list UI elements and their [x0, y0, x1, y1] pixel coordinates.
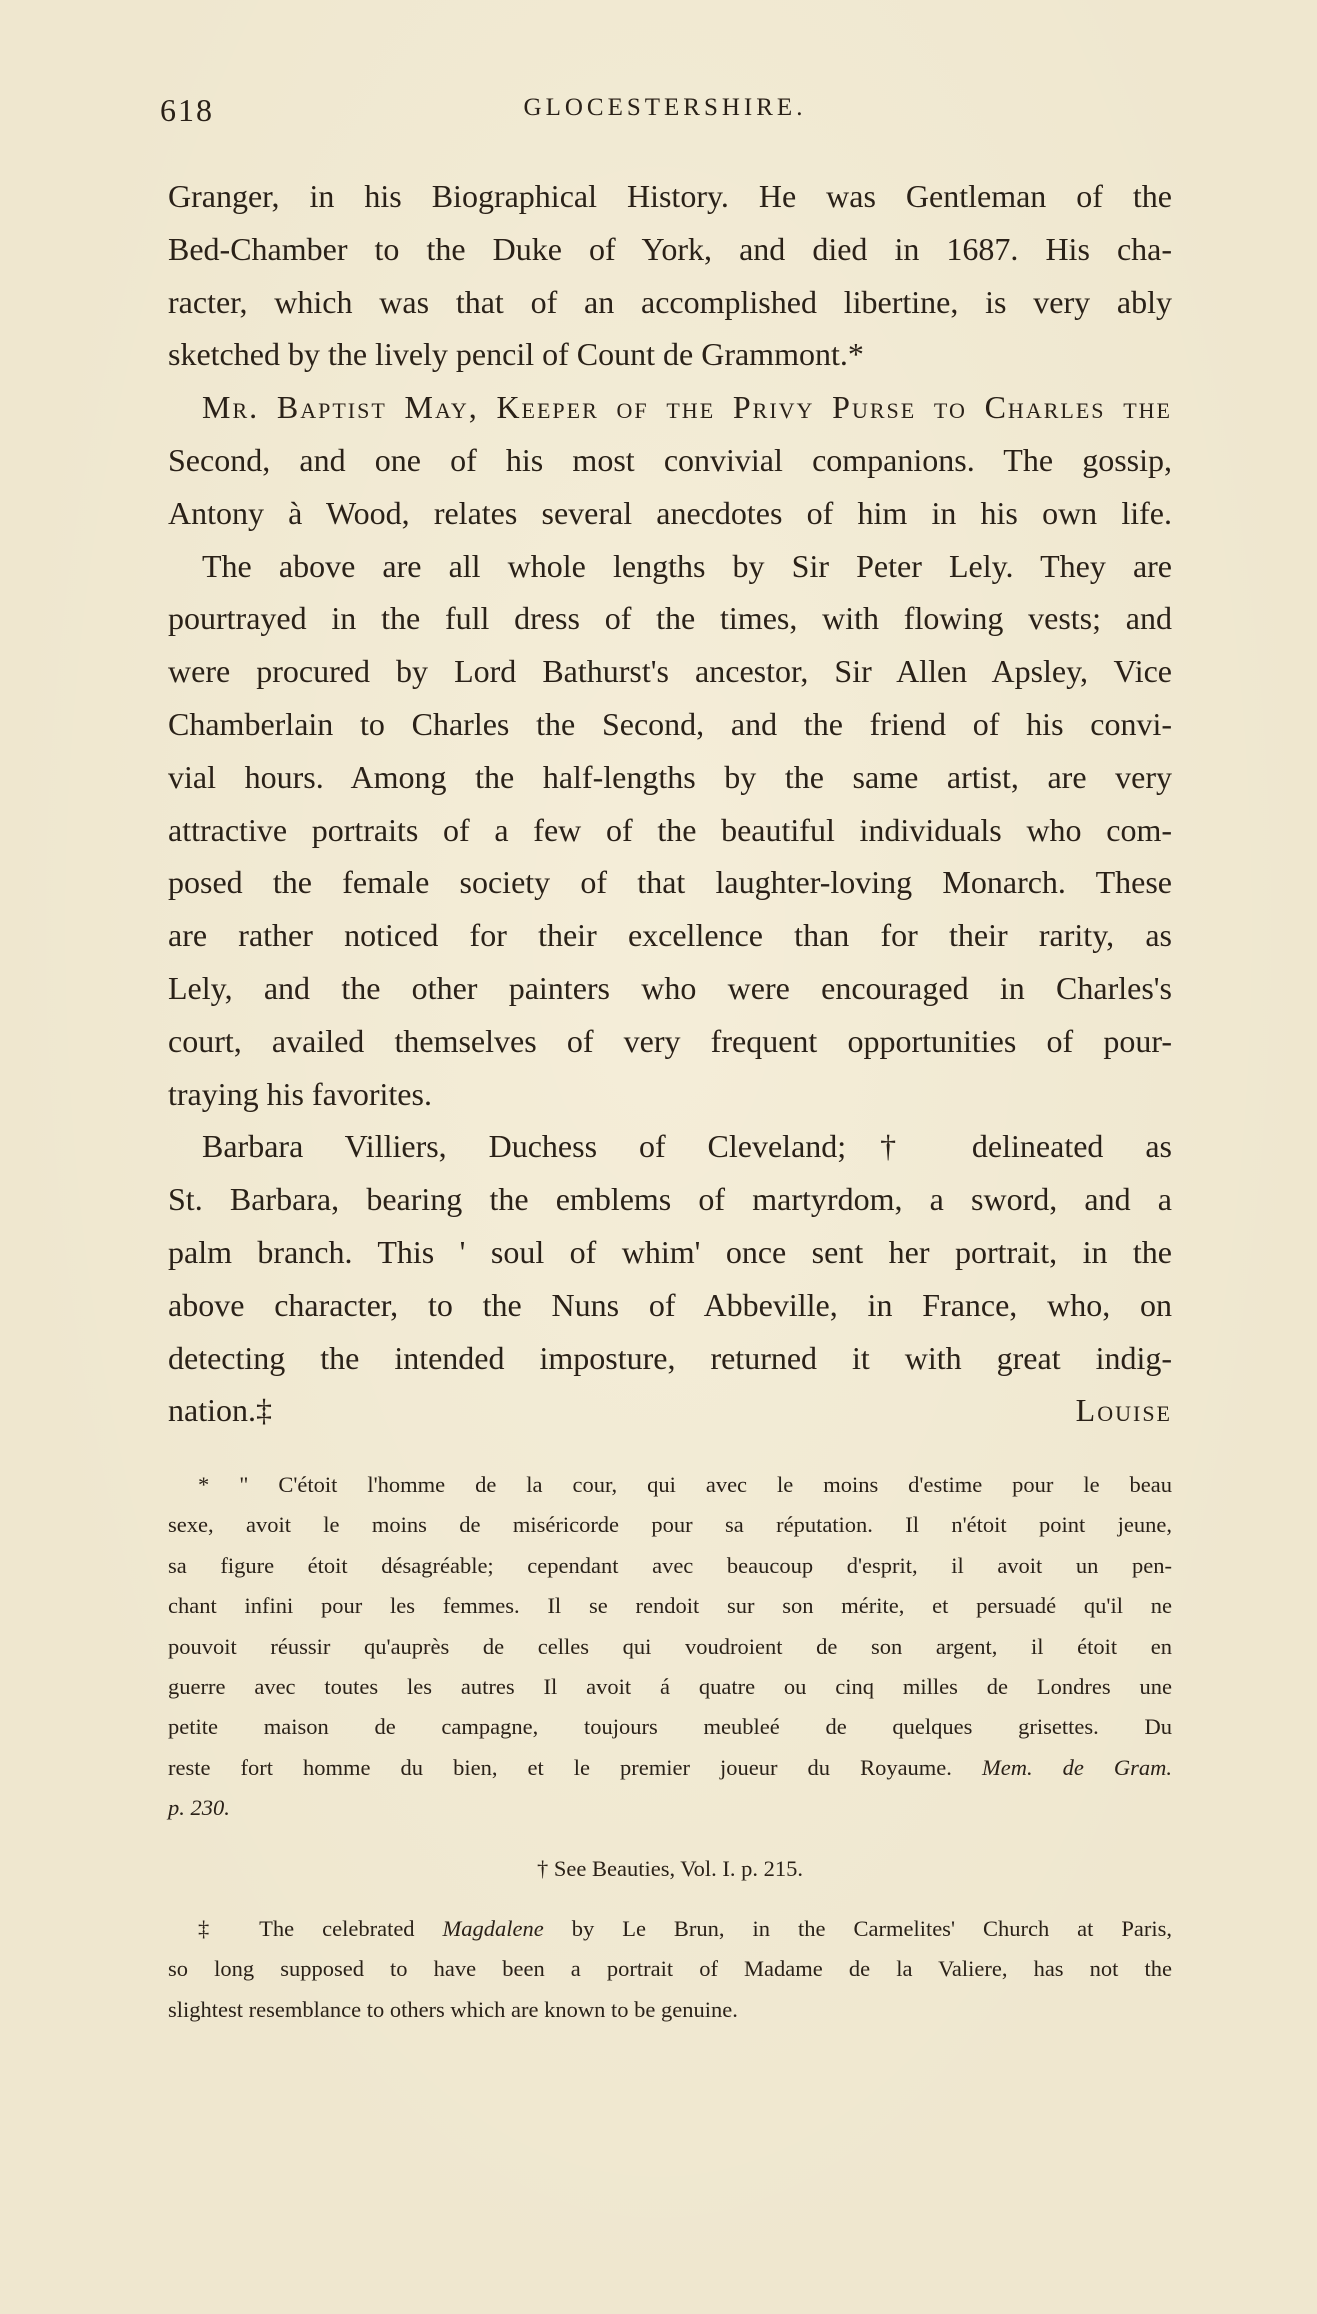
text-line: Granger, in his Biographical History. He was Gentleman of the: [168, 178, 1172, 214]
text-line: Bed-Chamber to the Duke of York, and died in 1687. His cha-: [168, 230, 1172, 267]
footnote-line: pouvoit réussir qu'auprès de celles qui voudroient de son argent, il étoit en: [168, 1633, 1172, 1659]
footnote-line-citation: [168, 1748, 1172, 1788]
text-line: Antony à Wood, relates several anecdotes of him in his own life.: [168, 494, 1172, 531]
text-line: pourtrayed in the full dress of the times, with flowing vests; and: [168, 600, 1172, 637]
running-head: GLOCESTERSHIRE.: [523, 94, 807, 121]
text-line: attractive portraits of a few of the beautiful individuals who com-: [168, 811, 1172, 848]
text-line: vial hours. Among the half-lengths by the same artist, are very: [168, 758, 1172, 795]
text-line: Lely, and the other painters who were encouraged in Charles's: [168, 969, 1172, 1006]
footnote-line: chant infini pour les femmes. Il se rendoit sur son mérite, et persuadé qu'il ne: [168, 1593, 1172, 1619]
page-number: 618: [160, 92, 214, 128]
text-line: Chamberlain to Charles the Second, and the friend of his convi-: [168, 705, 1172, 742]
footnote-page-ref: [168, 1788, 1172, 1828]
text-line: sketched by the lively pencil of Count de Grammont.*: [168, 336, 864, 373]
text-line: The above are all whole lengths by Sir Peter Lely. They are: [202, 547, 1172, 584]
text-line: above character, to the Nuns of Abbeville, in France, who, on: [168, 1286, 1172, 1323]
text-line-entry-may: Mr. Baptist May, Keeper of the Privy Purse to Charles the: [202, 389, 1172, 426]
footnote-line: slightest resemblance to others which are known to be genuine.: [168, 1996, 738, 2022]
footnote-line: so long supposed to have been a portrait of Madame de la Valiere, has not the: [168, 1956, 1172, 1982]
text-line: are rather noticed for their excellence than for their rarity, as: [168, 917, 1172, 954]
footnote-prefix: ‡ The celebrated: [198, 1915, 415, 1941]
footnote-beauties: † See Beauties, Vol. I. p. 215.: [536, 1855, 804, 1881]
catchword: Louise: [1075, 1392, 1172, 1429]
text-line: court, availed themselves of very frequent opportunities of pour-: [168, 1022, 1172, 1059]
footnote-line: petite maison de campagne, toujours meubleé de quelques grisettes. Du: [168, 1714, 1172, 1740]
text-line: palm branch. This ' soul of whim' once sent her portrait, in the: [168, 1233, 1172, 1270]
text-line: racter, which was that of an accomplished libertine, is very ably: [168, 283, 1172, 320]
footnotes: [168, 1465, 1172, 2030]
text-line-final: [168, 1384, 1172, 1437]
main-text: [168, 170, 1172, 1437]
footnote-line: sa figure étoit désagréable; cependant avec beaucoup d'esprit, il avoit un pen-: [168, 1552, 1172, 1578]
text-line: traying his favorites.: [168, 1075, 432, 1112]
text-line: posed the female society of that laughter-loving Monarch. These: [168, 864, 1172, 901]
text-line-entry-villiers: Barbara Villiers, Duchess of Cleveland;† delineated as: [202, 1128, 1172, 1165]
footnote-line: [168, 1909, 1172, 1949]
footnote-title: Magdalene: [442, 1915, 544, 1941]
footnote-line: guerre avec toutes les autres Il avoit á quatre ou cinq milles de Londres une: [168, 1673, 1172, 1699]
text-line: detecting the intended imposture, returned it with great indig-: [168, 1339, 1172, 1376]
text-line-end: nation.‡: [168, 1392, 272, 1429]
footnote-page-ref-text: p. 230.: [168, 1795, 230, 1821]
footnote-line: sexe, avoit le moins de miséricorde pour sa réputation. Il n'étoit point jeune,: [168, 1512, 1172, 1538]
footnote-citation: Mem. de Gram.: [981, 1754, 1173, 1780]
footnote-text: by Le Brun, in the Carmelites' Church at Paris,: [571, 1915, 1173, 1941]
footnote-line: * " C'étoit l'homme de la cour, qui avec le moins d'estime pour le beau: [198, 1472, 1172, 1497]
page-header: [160, 92, 1170, 132]
text-line: Second, and one of his most convivial companions. The gossip,: [168, 441, 1172, 478]
footnote-text: reste fort homme du bien, et le premier joueur du Royaume.: [168, 1754, 952, 1780]
text-line: were procured by Lord Bathurst's ancestor, Sir Allen Apsley, Vice: [168, 653, 1172, 690]
text-line: St. Barbara, bearing the emblems of martyrdom, a sword, and a: [168, 1181, 1172, 1218]
